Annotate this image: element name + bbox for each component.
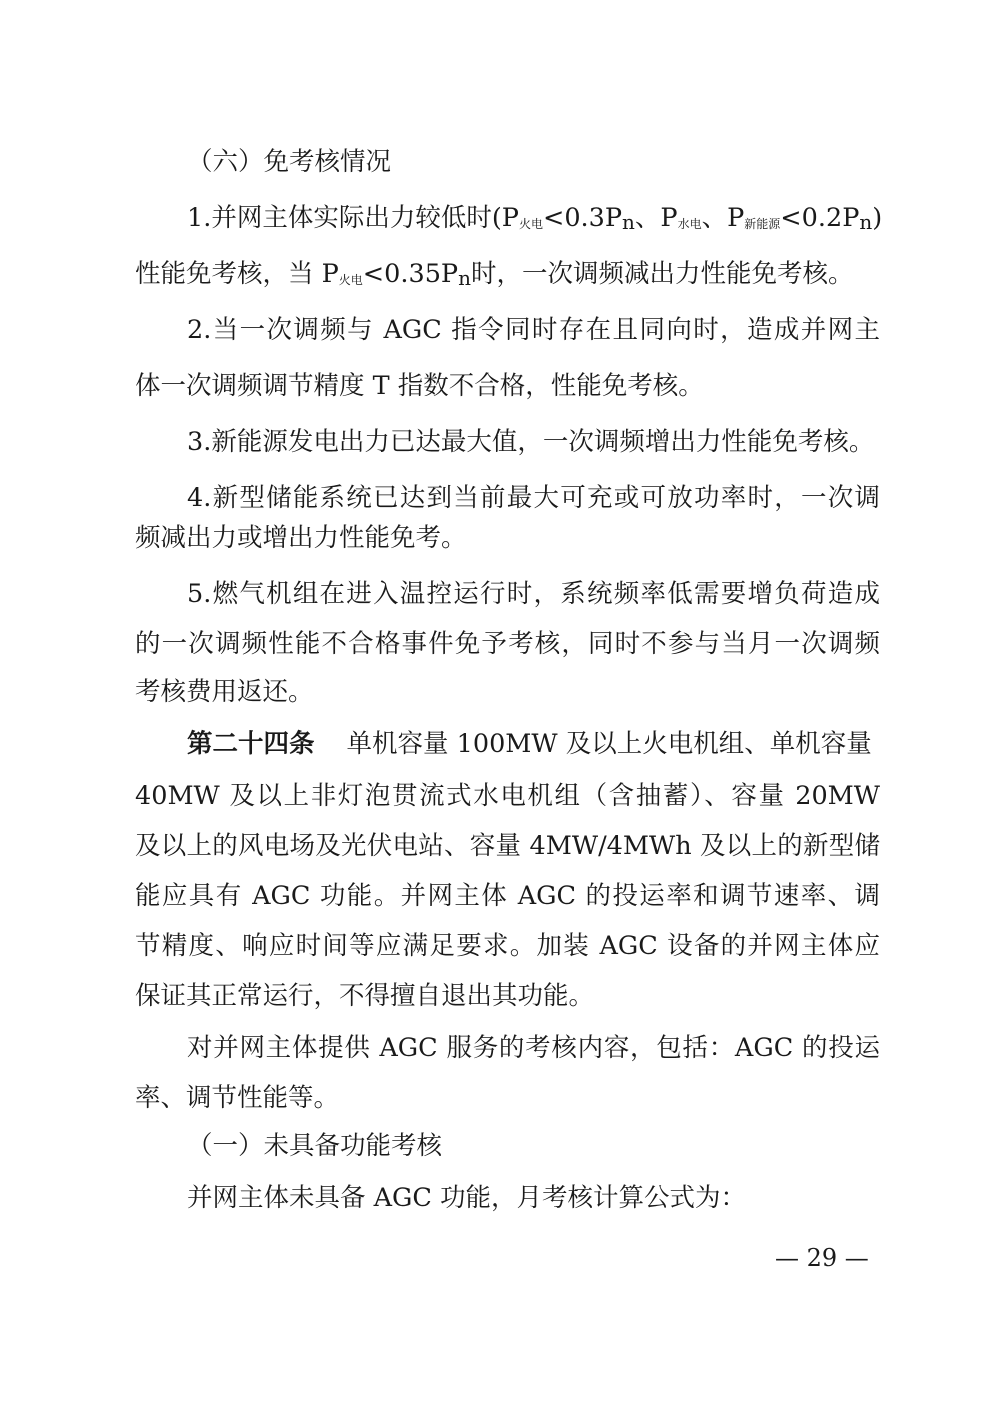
- article24-line6: 保证其正常运行，不得擅自退出其功能。: [135, 981, 595, 1011]
- subscript-huodian: 火电: [518, 217, 543, 231]
- item4-line2: 频减出力或增出力性能免考。: [135, 523, 467, 553]
- subscript-n: n: [859, 210, 873, 234]
- item1-line2: 性能免考核，当 $P_{火电}<0.35P_n$时，一次调频减出力性能免考核。: [135, 259, 854, 290]
- subscript-n: n: [622, 210, 635, 234]
- item5-line2: 的一次调频性能不合格事件免予考核，同时不参与当月一次调频: [135, 629, 880, 659]
- article24-line3: 及以上的风电场及光伏电站、容量 4MW/4MWh 及以上的新型储: [135, 831, 880, 861]
- item5-line3: 考核费用返还。: [135, 677, 314, 707]
- item4-line1: 4.新型储能系统已达到当前最大可充或可放功率时，一次调: [187, 483, 880, 513]
- subscript-huodian: 火电: [338, 273, 363, 287]
- article24-line2: 40MW 及以上非灯泡贯流式水电机组（含抽蓄）、容量 20MW: [135, 781, 880, 811]
- section-one-line1: 并网主体未具备 AGC 功能，月考核计算公式为：: [187, 1183, 747, 1213]
- item2-line2: 体一次调频调节精度 T 指数不合格，性能免考核。: [135, 371, 704, 401]
- item3-line1: 3.新能源发电出力已达最大值，一次调频增出力性能免考核。: [187, 427, 875, 457]
- article-label: 第二十四条: [187, 729, 315, 759]
- section-six-heading: （六）免考核情况: [187, 147, 392, 177]
- article24-line5: 节精度、响应时间等应满足要求。加装 AGC 设备的并网主体应: [135, 931, 880, 961]
- item2-line1: 2.当一次调频与 AGC 指令同时存在且同向时，造成并网主: [187, 315, 880, 345]
- article24-line1: 第二十四条 单机容量 100MW 及以上火电机组、单机容量: [187, 729, 872, 759]
- section-one-heading: （一）未具备功能考核: [187, 1131, 443, 1161]
- subscript-n: n: [458, 266, 471, 290]
- subscript-shuidian: 水电: [677, 217, 702, 231]
- article24-line4: 能应具有 AGC 功能。并网主体 AGC 的投运率和调节速率、调: [135, 881, 880, 911]
- subscript-xinnengyuan: 新能源: [744, 217, 781, 231]
- assessment-line2: 率、调节性能等。: [135, 1083, 340, 1113]
- assessment-line1: 对并网主体提供 AGC 服务的考核内容，包括：AGC 的投运: [187, 1033, 880, 1063]
- page-number: — 29 —: [775, 1244, 869, 1272]
- item5-line1: 5.燃气机组在进入温控运行时，系统频率低需要增负荷造成: [187, 579, 880, 609]
- item1-line1: 1.并网主体实际出力较低时($P_{火电}<0.3P_n$、$P_{水电}$、$P_{新能源}<0.2P_n$): [187, 203, 883, 234]
